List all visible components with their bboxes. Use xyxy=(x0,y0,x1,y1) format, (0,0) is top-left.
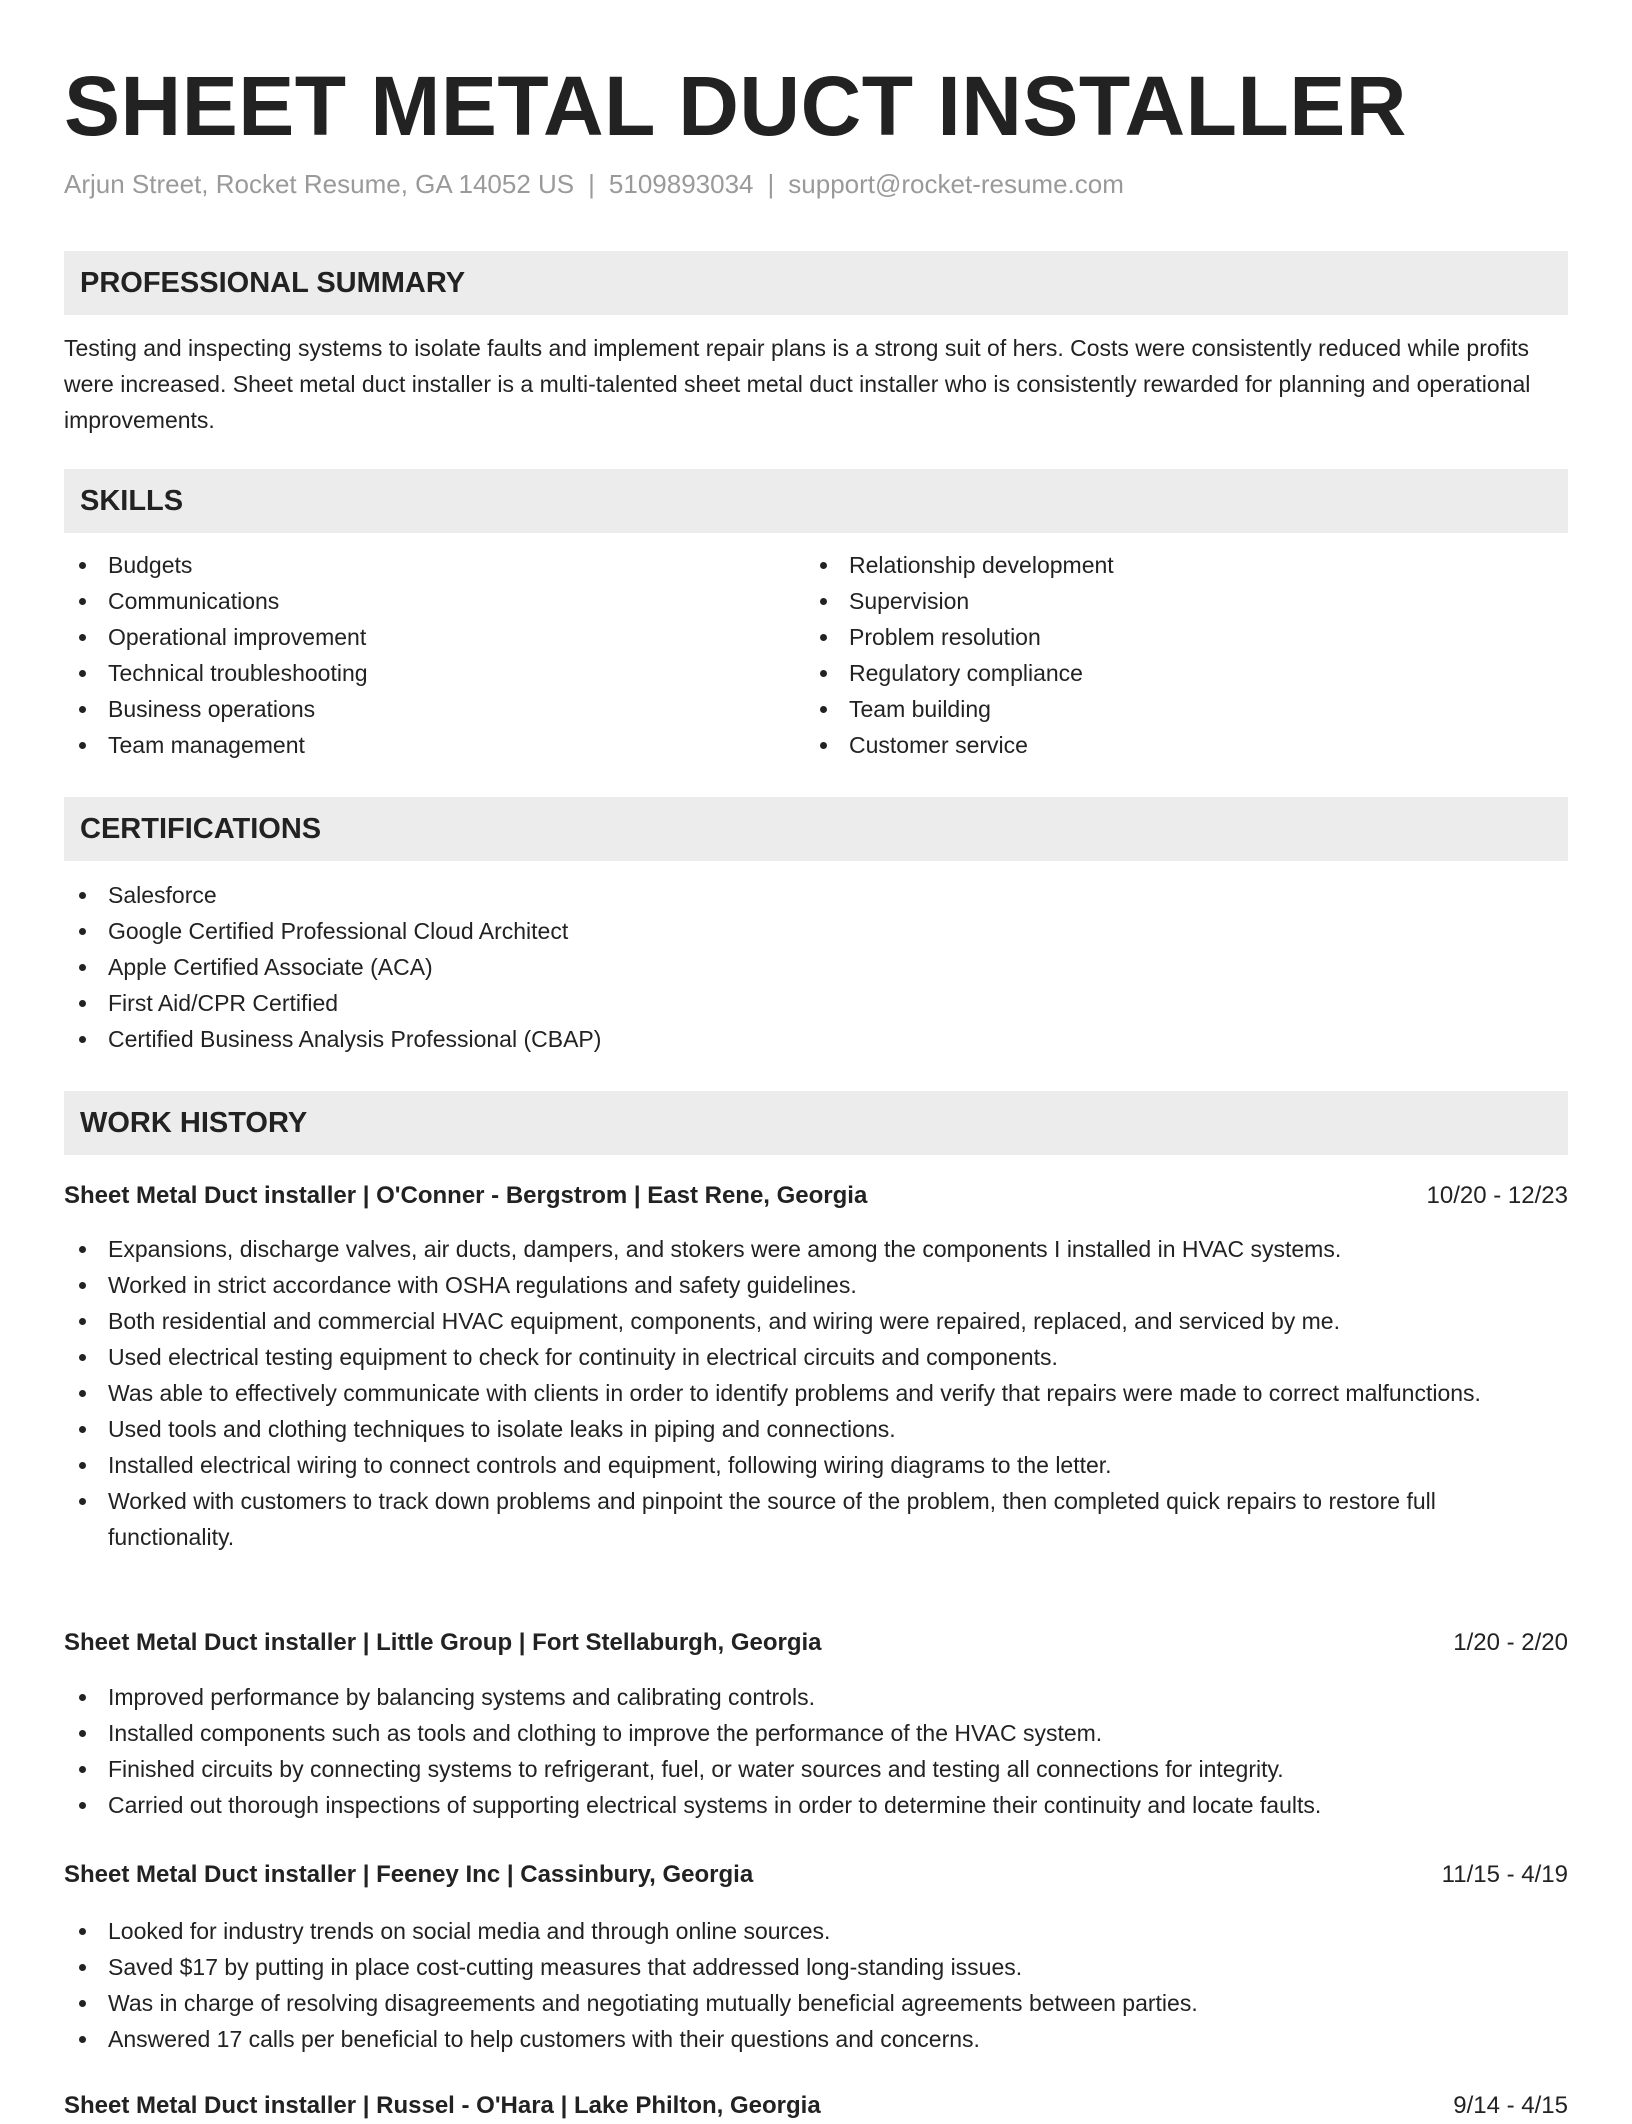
list-item: Was in charge of resolving disagreements and negotiating mutually beneficial agreements between parties. xyxy=(64,1985,1568,2021)
list-item: Certified Business Analysis Professional (CBAP) xyxy=(64,1021,1568,1057)
contact-email: support@rocket-resume.com xyxy=(788,169,1124,199)
list-item: Worked with customers to track down problems and pinpoint the source of the problem, then completed quick repairs to restore full functionality. xyxy=(64,1483,1568,1555)
job-dates: 11/15 - 4/19 xyxy=(1441,1861,1568,1888)
list-item: Saved $17 by putting in place cost-cutting measures that addressed long-standing issues. xyxy=(64,1949,1568,1985)
contact-separator: | xyxy=(588,169,595,199)
list-item: Installed components such as tools and clothing to improve the performance of the HVAC system. xyxy=(64,1715,1568,1751)
list-item: Operational improvement xyxy=(64,619,764,655)
list-item: Problem resolution xyxy=(805,619,1505,655)
list-item: Salesforce xyxy=(64,877,1568,913)
list-item: Business operations xyxy=(64,691,764,727)
certifications-list xyxy=(64,877,1568,1057)
list-item: Looked for industry trends on social media and through online sources. xyxy=(64,1913,1568,1949)
section-header-certifications: CERTIFICATIONS xyxy=(64,797,1568,861)
skills-list-left xyxy=(64,547,764,763)
list-item: First Aid/CPR Certified xyxy=(64,985,1568,1021)
list-item: Communications xyxy=(64,583,764,619)
job-dates: 10/20 - 12/23 xyxy=(1426,1182,1568,1209)
summary-text: Testing and inspecting systems to isolate faults and implement repair plans is a strong suit of hers. Costs were consistently reduced while profits were increased. Sheet metal duct installer is a multi-talented sheet metal duct installer who is consistently rewarded for planning and operational improvements. xyxy=(64,335,1531,433)
job-dates: 9/14 - 4/15 xyxy=(1453,2092,1568,2119)
contact-phone: 5109893034 xyxy=(608,169,754,199)
list-item: Used electrical testing equipment to check for continuity in electrical circuits and components. xyxy=(64,1339,1568,1375)
job-title: Sheet Metal Duct installer | Little Group | Fort Stellaburgh, Georgia xyxy=(64,1629,822,1656)
job-title: Sheet Metal Duct installer | Feeney Inc | Cassinbury, Georgia xyxy=(64,1861,754,1888)
job-bullets xyxy=(64,1231,1568,1555)
list-item: Technical troubleshooting xyxy=(64,655,764,691)
list-item: Improved performance by balancing systems and calibrating controls. xyxy=(64,1679,1568,1715)
list-item: Used tools and clothing techniques to isolate leaks in piping and connections. xyxy=(64,1411,1568,1447)
job-title: Sheet Metal Duct installer | Russel - O'Hara | Lake Philton, Georgia xyxy=(64,2092,821,2119)
list-item: Team building xyxy=(805,691,1505,727)
list-item: Budgets xyxy=(64,547,764,583)
list-item: Answered 17 calls per beneficial to help customers with their questions and concerns. xyxy=(64,2021,1568,2057)
list-item: Expansions, discharge valves, air ducts, dampers, and stokers were among the components I installed in HVAC systems. xyxy=(64,1231,1568,1267)
list-item: Team management xyxy=(64,727,764,763)
list-item: Was able to effectively communicate with clients in order to identify problems and verify that repairs were made to correct malfunctions. xyxy=(64,1375,1568,1411)
list-item: Carried out thorough inspections of supporting electrical systems in order to determine their continuity and locate faults. xyxy=(64,1787,1568,1823)
list-item: Finished circuits by connecting systems to refrigerant, fuel, or water sources and testing all connections for integrity. xyxy=(64,1751,1568,1787)
skills-list-right xyxy=(805,547,1505,763)
list-item: Customer service xyxy=(805,727,1505,763)
list-item: Worked in strict accordance with OSHA regulations and safety guidelines. xyxy=(64,1267,1568,1303)
list-item: Regulatory compliance xyxy=(805,655,1505,691)
contact-line xyxy=(64,166,1124,202)
job-dates: 1/20 - 2/20 xyxy=(1453,1629,1568,1656)
section-header-work-history: WORK HISTORY xyxy=(64,1091,1568,1155)
contact-separator: | xyxy=(767,169,775,199)
list-item: Relationship development xyxy=(805,547,1505,583)
list-item: Both residential and commercial HVAC equipment, components, and wiring were repaired, replaced, and serviced by me. xyxy=(64,1303,1568,1339)
section-header-skills: SKILLS xyxy=(64,469,1568,533)
section-header-summary: PROFESSIONAL SUMMARY xyxy=(64,251,1568,315)
contact-address: Arjun Street, Rocket Resume, GA 14052 US xyxy=(64,169,575,199)
list-item: Apple Certified Associate (ACA) xyxy=(64,949,1568,985)
job-title: Sheet Metal Duct installer | O'Conner - Bergstrom | East Rene, Georgia xyxy=(64,1182,868,1209)
candidate-name: SHEET METAL DUCT INSTALLER xyxy=(64,59,1407,153)
list-item: Installed electrical wiring to connect controls and equipment, following wiring diagrams to the letter. xyxy=(64,1447,1568,1483)
job-bullets xyxy=(64,1913,1568,2057)
list-item: Supervision xyxy=(805,583,1505,619)
job-bullets xyxy=(64,1679,1568,1823)
list-item: Google Certified Professional Cloud Architect xyxy=(64,913,1568,949)
